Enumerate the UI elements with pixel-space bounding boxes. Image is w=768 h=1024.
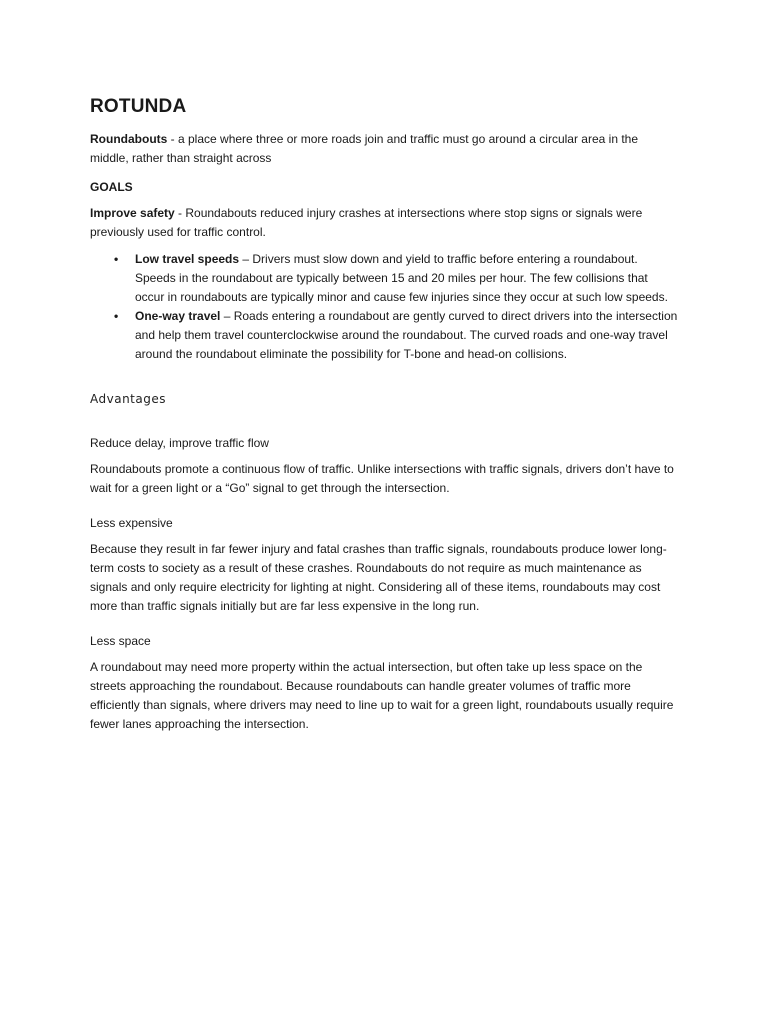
bullet-icon: • <box>114 309 119 323</box>
bullet-item <box>114 250 680 307</box>
section-heading: Less space <box>90 634 151 648</box>
bullet-icon: • <box>114 252 119 266</box>
safety-text: - Roundabouts reduced injury crashes at intersections where stop signs or signals were previously used for traffic control. <box>90 206 643 239</box>
definition-text: - a place where three or more roads join and traffic must go around a circular area in the middle, rather than straight across <box>90 132 639 165</box>
bullet-term: One-way travel <box>135 309 221 323</box>
bullet-text: – Drivers must slow down and yield to traffic before entering a roundabout. Speeds in the roundabout are typically between 15 and 20 miles per hour. The few collisions that occur in roundabouts are typically minor and cause few injuries since they occur at such low speeds. <box>135 252 668 304</box>
document-page <box>90 96 680 752</box>
safety-term: Improve safety <box>90 206 175 220</box>
section-heading: Reduce delay, improve traffic flow <box>90 436 269 450</box>
goals-bullet-list <box>90 250 680 364</box>
section-paragraph: Roundabouts promote a continuous flow of traffic. Unlike intersections with traffic signals, drivers don’t have to wait for a green light or a “Go” signal to get through the intersection. <box>90 462 674 495</box>
goals-heading: GOALS <box>90 180 133 194</box>
document-title: ROTUNDA <box>90 96 187 117</box>
definition-paragraph <box>90 130 680 168</box>
section-heading: Less expensive <box>90 516 173 530</box>
bullet-text: – Roads entering a roundabout are gently curved to direct drivers into the intersection and help them travel counterclockwise around the roundabout. The curved roads and one-way travel around the roundabout eliminate the possibility for T-bone and head-on collisions. <box>135 309 678 361</box>
advantages-heading: Advantages <box>90 392 166 406</box>
bullet-item <box>114 307 680 364</box>
section-paragraph: A roundabout may need more property within the actual intersection, but often take up less space on the streets approaching the roundabout. Because roundabouts can handle greater volumes of traffic more efficiently than signals, where drivers may need to line up to wait for a green light, roundabouts usually require fewer lanes approaching the intersection. <box>90 660 674 731</box>
section-paragraph: Because they result in far fewer injury and fatal crashes than traffic signals, roundabouts produce lower long-term costs to society as a result of these crashes. Roundabouts do not require as much maintenance as signals and only require electricity for lighting at night. Considering all of these items, roundabouts may cost more than traffic signals initially but are far less expensive in the long run. <box>90 542 667 613</box>
definition-term: Roundabouts <box>90 132 168 146</box>
bullet-term: Low travel speeds <box>135 252 240 266</box>
safety-paragraph <box>90 204 680 242</box>
